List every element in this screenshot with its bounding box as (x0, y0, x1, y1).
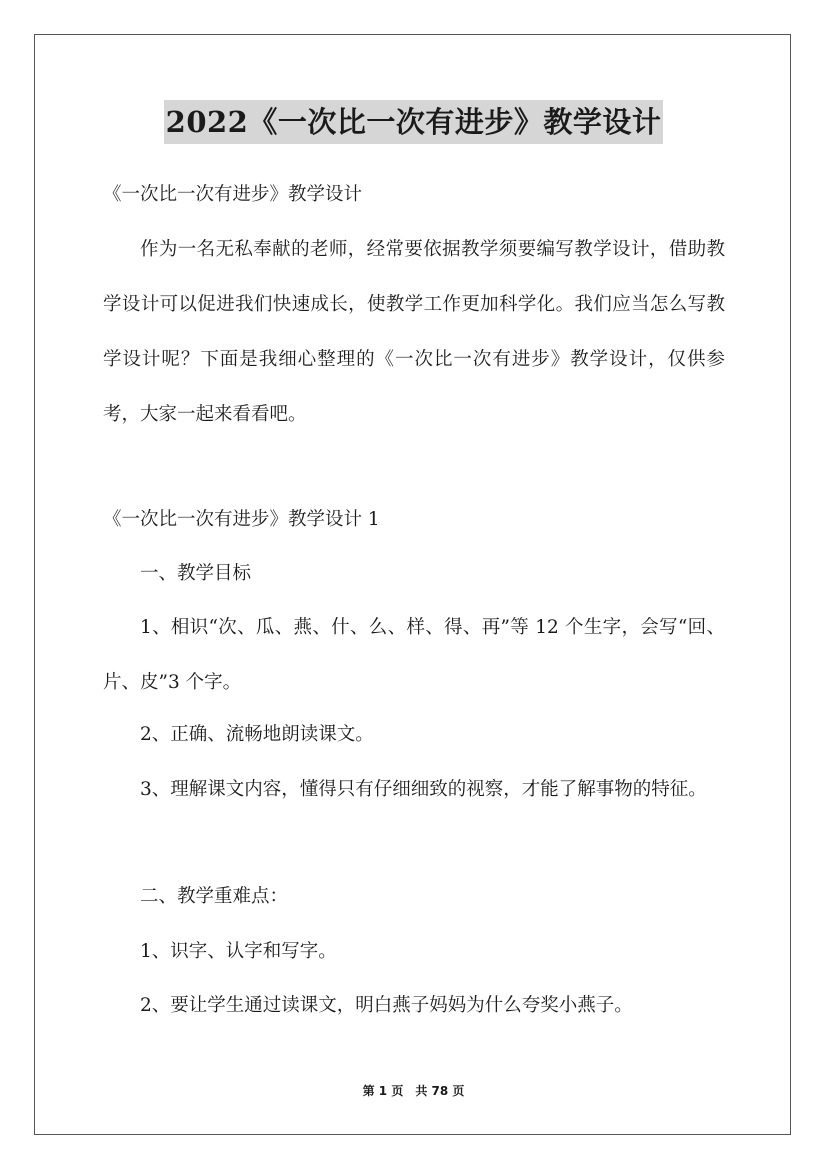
goal-item-1: 1、相识“次、瓜、燕、什、么、样、得、再”等 12 个生字，会写“回、片、皮”3 个字。 (103, 617, 725, 693)
goal-item-3: 3、理解课文内容，懂得只有仔细细致的视察，才能了解事物的特征。 (140, 779, 707, 800)
document-subtitle: 《一次比一次有进步》教学设计 (103, 184, 363, 205)
keypoint-item-1: 1、识字、认字和写字。 (140, 941, 337, 962)
document-title-block (0, 100, 827, 144)
heading-teaching-goals: 一、教学目标 (140, 563, 252, 584)
page-footer (0, 1082, 827, 1099)
page-number: 第 1 页 共 78 页 (362, 1084, 465, 1098)
heading-key-points: 二、教学重难点： (140, 886, 289, 907)
keypoint-item-2: 2、要让学生通过读课文，明白燕子妈妈为什么夸奖小燕子。 (140, 995, 633, 1016)
intro-paragraph: 作为一名无私奉献的老师，经常要依据教学须要编写教学设计，借助教学设计可以促进我们快速成长，使教学工作更加科学化。我们应当怎么写教学设计呢？下面是我细心整理的《一次比一次有进步》教学设计，仅供参考，大家一起来看看吧。 (103, 239, 725, 425)
goal-item-2: 2、正确、流畅地朗读课文。 (140, 724, 374, 745)
document-title: 2022《一次比一次有进步》教学设计 (164, 100, 664, 144)
section-title: 《一次比一次有进步》教学设计 1 (103, 509, 380, 530)
